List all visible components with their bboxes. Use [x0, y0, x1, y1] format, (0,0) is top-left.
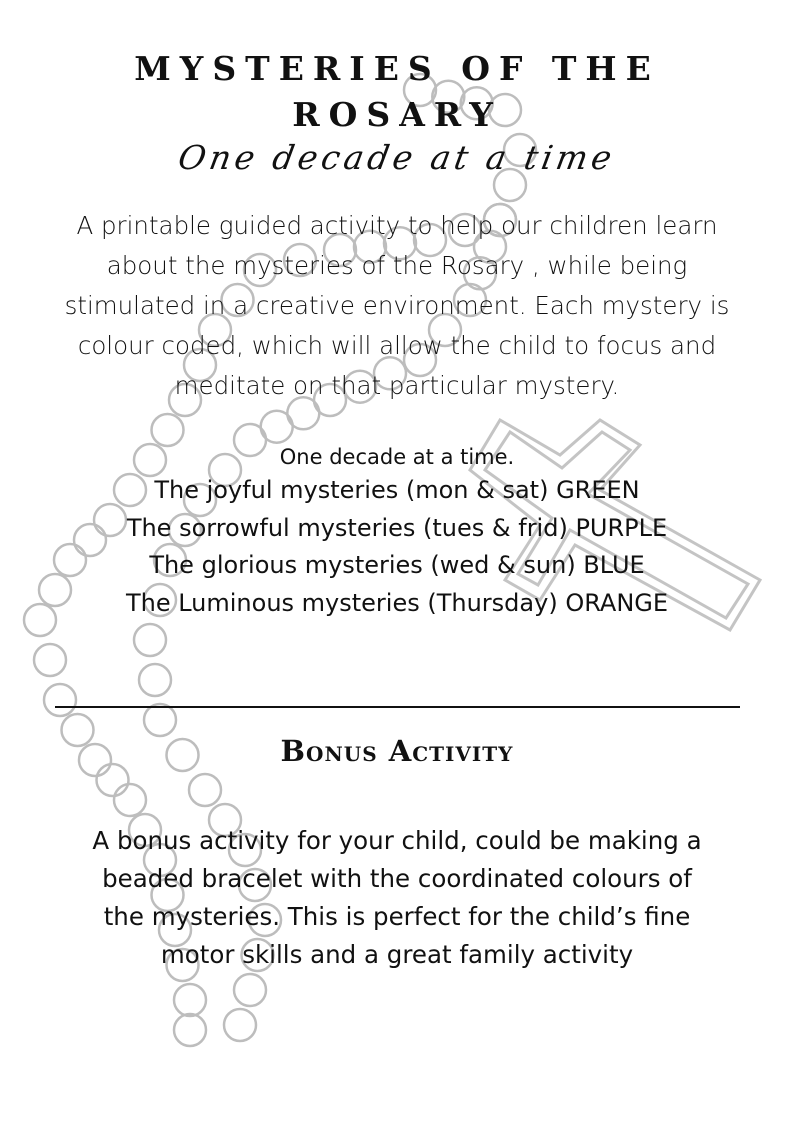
intro-paragraph: A printable guided activity to help our children learn about the mysteries of the Rosary , while being stimulated in a creative environment. Each mystery is colour coded, which will allow the child to focus and meditate on that particular mystery. [64, 211, 730, 400]
mystery-item-luminous: The Luminous mysteries (Thursday) ORANGE [125, 588, 669, 617]
mystery-item-joyful: The joyful mysteries (mon & sat) GREEN [154, 476, 640, 504]
page-subtitle: One decade at a time [175, 138, 619, 177]
bonus-heading: Bonus Activity [280, 734, 514, 768]
mystery-list [0, 472, 794, 622]
section-divider [55, 706, 740, 708]
bonus-paragraph: A bonus activity for your child, could be making a beaded bracelet with the coordinated colours of the mysteries. This is perfect for the child’s fine motor skills and a great family activity [92, 826, 702, 969]
page-title: MYSTERIES OF THE ROSARY [134, 49, 660, 134]
mystery-item-glorious: The glorious mysteries (wed & sun) BLUE [149, 551, 645, 579]
mystery-item-sorrowful: The sorrowful mysteries (tues & frid) PURPLE [126, 513, 668, 542]
decade-lead: One decade at a time. [279, 445, 515, 469]
